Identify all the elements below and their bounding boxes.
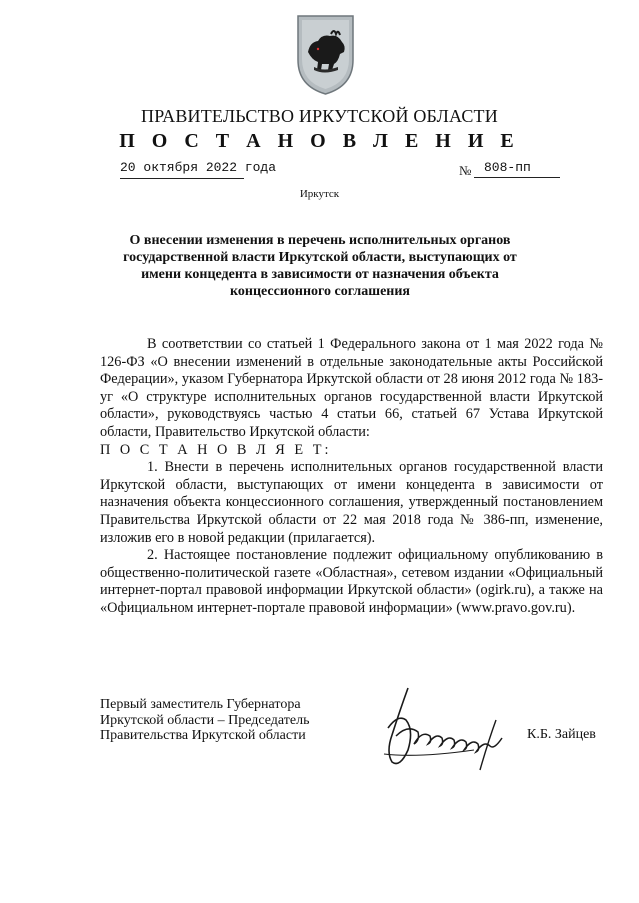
resolves-heading: П О С Т А Н О В Л Я Е Т: [100,441,332,458]
government-title: ПРАВИТЕЛЬСТВО ИРКУТСКОЙ ОБЛАСТИ [141,106,498,126]
position-line: Правительства Иркутской области [100,728,306,743]
document-number: 808-пп [474,160,560,178]
handwritten-signature [378,680,520,776]
document-subject: О внесении изменения в перечень исполнительных органов государственной власти Иркутской области, выступающих от имени концедента в зависимости от назначения объекта концессионного соглашения [123,233,517,299]
preamble-paragraph: В соответствии со статьей 1 Федерального закона от 1 мая 2022 года № 126-ФЗ «О внесении изменений в отдельные законодательные акты Российской Федерации», указом Губернатора Иркутской области от 28 июня 2012 года № 183-уг «О структуре исполнительных органов государственной власти Иркутской области», руководствуясь частью 4 статьи 66, статьей 67 Устава Иркутской области, Правительство Иркутской области: [100,336,603,440]
item-1-paragraph: 1. Внести в перечень исполнительных органов государственной власти Иркутской области, выступающих от имени концедента в зависимости от назначения объекта концессионного соглашения, утвержденный постановлением Правительства Иркутской области от 22 мая 2018 года № 386-пп, изменение, изложив его в новой редакции (прилагается). [100,459,603,546]
signatory-position [100,697,309,744]
document-type: П О С Т А Н О В Л Е Н И Е [119,130,520,152]
coat-of-arms-icon [294,12,357,96]
number-sign: № [459,163,472,178]
city-name: Иркутск [299,188,340,200]
document-body [100,336,603,618]
position-line: Иркутской области – Председатель [100,712,310,728]
signer-name: К.Б. Зайцев [527,727,596,742]
item-2-paragraph: 2. Настоящее постановление подлежит официальному опубликованию в общественно-политической газете «Областная», сетевом издании «Официальный интернет-портал правовой информации Иркутской области» (ogirk.ru), а также на «Официальном интернет-портале правовой информации» (www.pravo.gov.ru). [100,547,603,616]
position-line: Первый заместитель Губернатора [100,697,301,712]
document-date: 20 октября 2022 года [120,160,244,179]
